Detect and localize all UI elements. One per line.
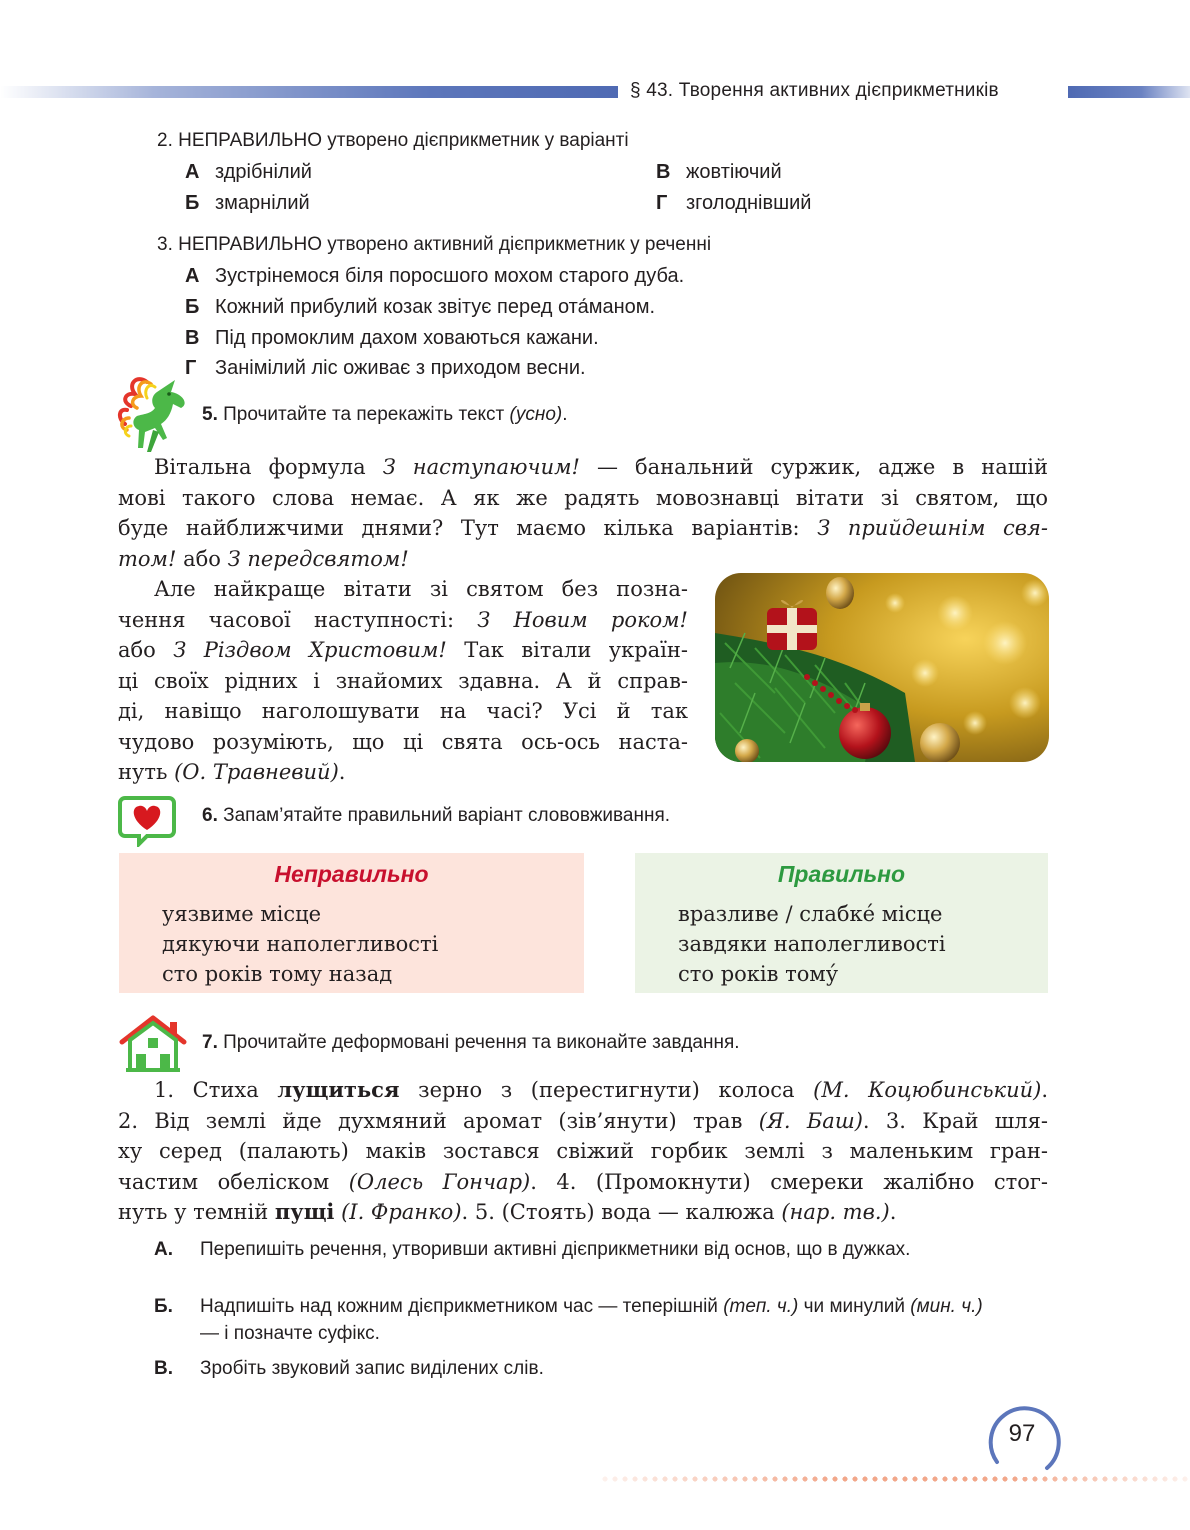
q3-option-b: Б Кожний прибулий козак звітує перед ота́маном. <box>185 296 656 318</box>
list-item: вразливе / слабке́ місце <box>678 902 943 926</box>
incorrect-usage-box <box>119 853 584 993</box>
text-paragraph-2: Але найкраще вітати зі святом без позна- чення часової наступності: З Новим роком! або З Різдвом Христовим! Так вітали україн- ці своїх рідних і знайомих здавна. А й справ- ді, навіщо наголошувати на часі? Усі й так чудово розуміють, що ці свята ось-ось наста- нуть (О. Травневий). <box>118 577 688 784</box>
correct-list <box>678 899 946 989</box>
subtask-v: В. Зробіть звуковий запис виділених слів. <box>154 1358 544 1379</box>
q3-option-a: А Зустрінемося біля поросшого мохом старого дуба. <box>185 265 685 287</box>
q2-option-g: Г зголоднівший <box>656 192 812 214</box>
correct-usage-box <box>635 853 1048 993</box>
list-item: завдяки наполегливості <box>678 932 946 956</box>
heart-speech-icon <box>117 795 177 847</box>
task-5-instruction: 5. Прочитайте та перекажіть текст (усно). <box>202 404 568 425</box>
question-2: 2. НЕПРАВИЛЬНО утворено дієприкметник у варіанті <box>157 130 629 151</box>
subtask-a: А. Перепишіть речення, утворивши активні дієприкметники від основ, що в дужках. <box>154 1239 911 1260</box>
unicorn-icon <box>117 374 197 459</box>
list-item: сто років тому́ <box>678 962 839 986</box>
incorrect-list <box>162 899 438 989</box>
christmas-tree-photo <box>715 573 1049 762</box>
question-3: 3. НЕПРАВИЛЬНО утворено активний дієприкметник у реченні <box>157 234 712 255</box>
q2-option-v: В жовтіючий <box>656 161 782 183</box>
list-item: сто років тому назад <box>162 962 393 986</box>
page-number: 97 <box>1008 1420 1036 1447</box>
list-item: уязвиме місце <box>162 902 322 926</box>
q2-option-a: А здрібнілий <box>185 161 312 183</box>
section-title: § 43. Творення активних дієприкметників <box>630 80 999 101</box>
footer-dots <box>600 1474 1190 1484</box>
incorrect-title: Неправильно <box>274 861 429 887</box>
q2-option-b: Б змарнілий <box>185 192 310 214</box>
subtask-b: Б. Надпишіть над кожним дієприкметником час — теперішній (теп. ч.) чи минулий (мин. ч.) — і позначте суфікс. <box>154 1296 983 1344</box>
task-6-instruction: 6. Запам’ятайте правильний варіант слововживання. <box>202 805 671 826</box>
header-bar-right <box>1068 86 1190 98</box>
text-paragraph-1: Вітальна формула З наступаючим! — банальний суржик, адже в нашій мові такого слова немає. А як же радять мовознавці вітати зі святом, що буде найближчими днями? Тут маємо кілька варіантів: З прийдешнім свя- том! або З передсвятом! <box>118 455 1048 571</box>
task-7-instruction: 7. Прочитайте деформовані речення та виконайте завдання. <box>202 1032 740 1053</box>
header-bar-left <box>0 86 618 98</box>
correct-title: Правильно <box>777 861 906 887</box>
list-item: дякуючи наполегливості <box>162 932 439 956</box>
task-7-sentences: 1. Стиха лущиться зерно з (перестигнути) колоса (М. Коцюбинський). 2. Від землі йде духмяний аромат (зів’янути) трав (Я. Баш). 3. Край шля- ху серед (палають) маків зостався свіжий горбик землі з маленьким гран- частим обеліском (Олесь Гончар). 4. (Промокнути) смереки жалібно стог- нуть у темній пущі (І. Франко). 5. (Стоять) вода — калюжа (нар. тв.). <box>118 1077 1049 1224</box>
q3-option-g: Г Занімілий ліс оживає з приходом весни. <box>185 357 586 379</box>
house-icon <box>118 1014 188 1072</box>
q3-option-v: В Під промоклим дахом ховаються кажани. <box>185 327 599 349</box>
